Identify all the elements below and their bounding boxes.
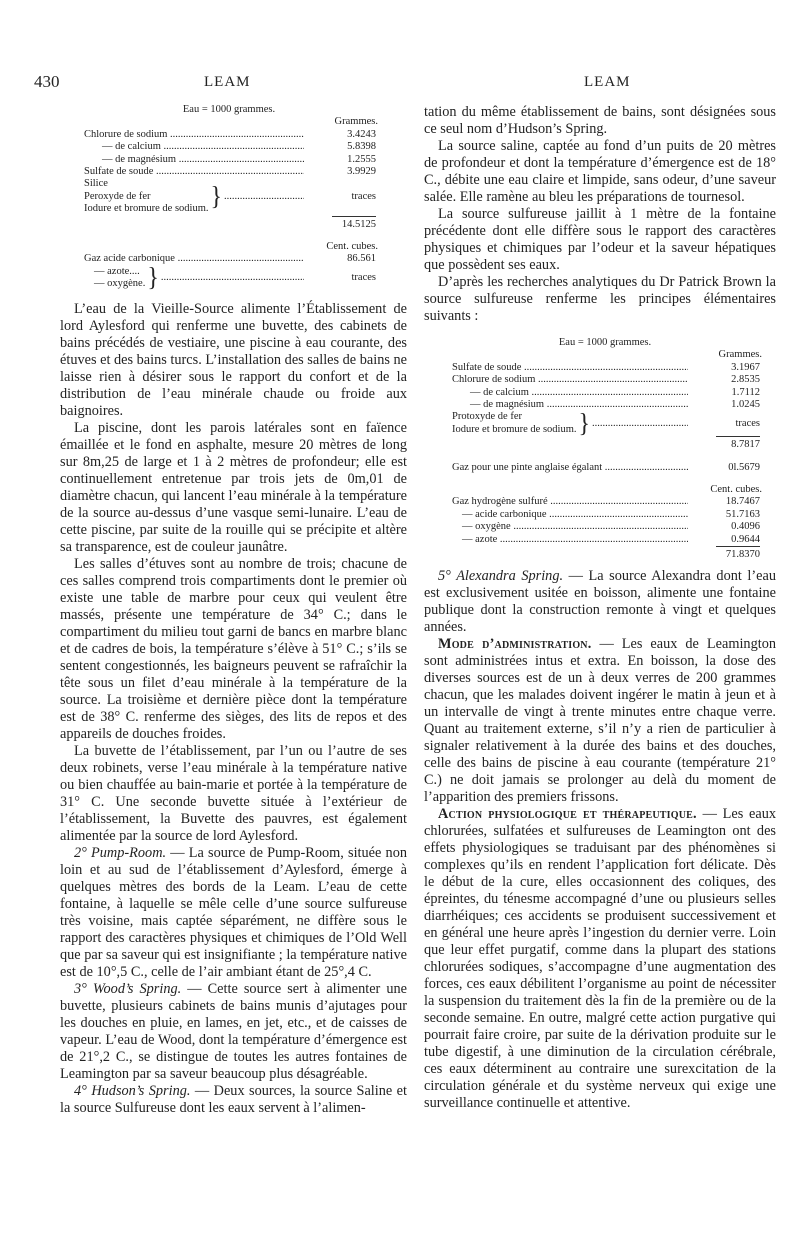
table-title: Eau = 1000 grammes. [558, 337, 652, 348]
paragraph: tation du même établissement de bains, sont désignées sous ce seul nom d’Hudson’s Spring. [424, 104, 776, 137]
paragraph: D’après les recherches analytiques du Dr Patrick Brown la source sulfureuse renferme les principes élémentaires suivants : [424, 274, 776, 324]
paragraph: La piscine, dont les parois latérales sont en faïence émaillée et le fond en asphalte, mesure 20 mètres de long sur 8m,25 de large et 1 à 2 mètres de profondeur; elle est continuellement entretenue par trois jets de 0m,01 de diamètre chacun, qui lancent l’eau minérale à la température de la source au-dessus d’une vasque semi-lunaire. L’eau de cette piscine, par suite de la rouille qui se précipite et altère sa transparence, est de couleur jaunâtre. [60, 419, 407, 555]
running-head-left: LEAM [204, 74, 251, 90]
paragraph: Action physiologique et thérapeutique. — Les eaux chlorurées, sulfatées et sulfureuses de Leamington ont des effets physiologiques se traduisant par des phénomènes si complexes qu’ils en rendent l’application fort délicate. Dès le début de la cure, elles occasionnent des coliques, des épreintes, du ténesme accompagné d’une ou plusieurs selles diarrhéiques; ces accidents se produisent successivement et en général une heure après l’ingestion du dernier verre. Loin que leur effet purgatif, comme dans la plupart des stations chlorurées sodiques, s’accompagne d’une augmentation des forces, ces eaux débilitent l’organisme au point de nécessiter la suspension du traitement dès la fin de la première ou de la seconde semaine. En outre, malgré cette action purgative qui pourrait faire croire, par suite de la dérivation produite sur le tube digestif, à une diminution de la circulation cérébrale, ces eaux déterminent au contraire une surexcitation de la circulation générale et du système nerveux qui exige une surveillance continuelle et attentive. [424, 805, 777, 1111]
table-row: — acide carbonique ..... 51.7163 [452, 509, 768, 521]
analysis-table-1 [84, 104, 384, 291]
table-row: Sulfate de soude ..... 3.1967 [452, 362, 768, 374]
paragraph: 3° Wood’s Spring. — Cette source sert à alimenter une buvette, plusieurs cabinets de bains munis d’ajutages pour les douches en pluie, en lames, en jet, etc., et de caisses de vapeur. L’eau de Wood, dont la température d’émergence est de 21°,2 C., se distingue de toutes les autres fontaines de Leamington par sa saveur beaucoup plus désagréable. [60, 980, 407, 1082]
paragraph: Mode d’administration. — Les eaux de Leamington sont administrées intus et extra. En boisson, la dose des diverses sources est de un à deux verres de 200 grammes chacun, que les malades doivent ingérer le matin à jeun et à un intervalle de vingt à trente minutes entre chaque verre. Quant au traitement externe, s’il n’y a rien de particulier à signaler relativement à la durée des bains et des douches, celle des bains de piscine à eau courante (température 21° C.) ne doit jamais se prolonger au delà du moment de l’apparition des premiers frissons. [424, 635, 776, 805]
table-total: 71.8370 [452, 546, 768, 561]
paragraph: 4° Hudson’s Spring. — Deux sources, la source Saline et la source Sulfureuse dont les eaux servent à l’alimen- [60, 1082, 407, 1116]
analysis-table-2 [452, 337, 768, 562]
running-head-right: LEAM [584, 74, 631, 90]
gas-unit: Cent. cubes. [710, 484, 762, 496]
table-row: Chlorure de sodium ..... 2.8535 [452, 374, 768, 386]
table-group-row: Silice Peroxyde de fer Iodure et bromure de sodium. } ..... traces [84, 178, 384, 215]
table-total: 14.5125 [84, 216, 384, 231]
table-total: 8.7817 [452, 436, 768, 451]
left-column [60, 104, 407, 1117]
table-group-row: — azote.... — oxygène. } ..... traces [84, 266, 384, 291]
table-unit: Grammes. [718, 349, 762, 361]
paragraph: La source sulfureuse jaillit à 1 mètre de la fontaine précédente dont elle diffère sous le rapport des caractères physiques et chimiques par l’odeur et la saveur hépatiques que possèdent ses eaux. [424, 206, 776, 273]
table-row: Chlorure de sodium ..... 3.4243 [84, 129, 384, 141]
paragraph: Les salles d’étuves sont au nombre de trois; chacune de ces salles comprend trois compartiments dont le premier où existe une table de marbre pour ceux qui veulent être massés, présente une température de 34° C.; dans le compartiment du milieu tout garni de bancs en marbre blanc et de cadres de bois, la température s’élève à 51° C.; s’ils se sentent congestionnés, les baigneurs peuvent se rafraîchir la tête sous un filet d’eau minérale à la température de la source. La troisième et dernière pièce dont la température est de 38° C. renferme des sièges, des lits de repos et des appareils de douches froides. [60, 555, 407, 742]
table-unit: Grammes. [334, 116, 378, 128]
table-row: — de calcium ..... 5.8398 [84, 141, 384, 153]
paragraph: 5° Alexandra Spring. — La source Alexandra dont l’eau est exclusivement usitée en boisson, alimente une fontaine publique dont la construction remonte à vingt et quelques années. [424, 567, 776, 635]
paragraph: La buvette de l’établissement, par l’un ou l’autre de ses deux robinets, verse l’eau minérale à la température native ou bien chauffée au bain-marie et portée à la température de 31° C. Une seconde buvette située à l’extérieur de l’établissement, la Buvette des pauvres, est également alimentée par la source de lord Aylesford. [60, 742, 407, 844]
table-row: Gaz acide carbonique ..... 86.561 [84, 253, 384, 265]
table-row: Sulfate de soude ..... 3.9929 [84, 166, 384, 178]
table-group-row: Protoxyde de fer Iodure et bromure de sodium. } ..... traces [452, 411, 768, 436]
right-column [424, 104, 776, 1112]
table-row: — de magnésium ..... 1.2555 [84, 154, 384, 166]
table-row: Gaz hydrogène sulfuré ..... 18.7467 [452, 496, 768, 508]
table-title: Eau = 1000 grammes. [182, 104, 276, 115]
page-number: 430 [34, 72, 60, 91]
paragraph: L’eau de la Vieille-Source alimente l’Établissement de lord Aylesford qui renferme une buvette, des cabinets de bains précédés de vestiaire, une piscine à eau courante, des étuves et des bains turcs. L’installation des salles de bains ne laisse rien à désirer sous le rapport du confort et de la distribution de l’eau minérale chaude ou froide aux baignoires. [60, 300, 407, 419]
table-row: — oxygène ..... 0.4096 [452, 521, 768, 533]
table-row: Gaz pour une pinte anglaise égalant ..... 0l.5679 [452, 462, 768, 474]
table-row: — de calcium ..... 1.7112 [452, 387, 768, 399]
table-row: — azote ..... 0.9644 [452, 534, 768, 546]
paragraph: La source saline, captée au fond d’un puits de 20 mètres de profondeur et dont la température d’émergence est de 18° C., débite une eau claire et limpide, sans odeur, d’une saveur salée. Elle ramène au bleu les préparations de tournesol. [424, 138, 776, 205]
table-row: — de magnésium ..... 1.0245 [452, 399, 768, 411]
paragraph: 2° Pump-Room. — La source de Pump-Room, située non loin et au sud de l’établissement d’Aylesford, émerge à quelques mètres des bords de la Leam. L’eau de cette fontaine, à laquelle se mêle celle d’une source sulfureuse très voisine, mais captée séparément, ne diffère sous le rapport des caractères physiques et chimiques de l’Old Well que par sa saveur qui est insignifiante ; la température native est de 10°,5 C., celle de l’air ambiant étant de 25°,4 C. [60, 844, 407, 980]
gas-unit: Cent. cubes. [326, 241, 378, 253]
